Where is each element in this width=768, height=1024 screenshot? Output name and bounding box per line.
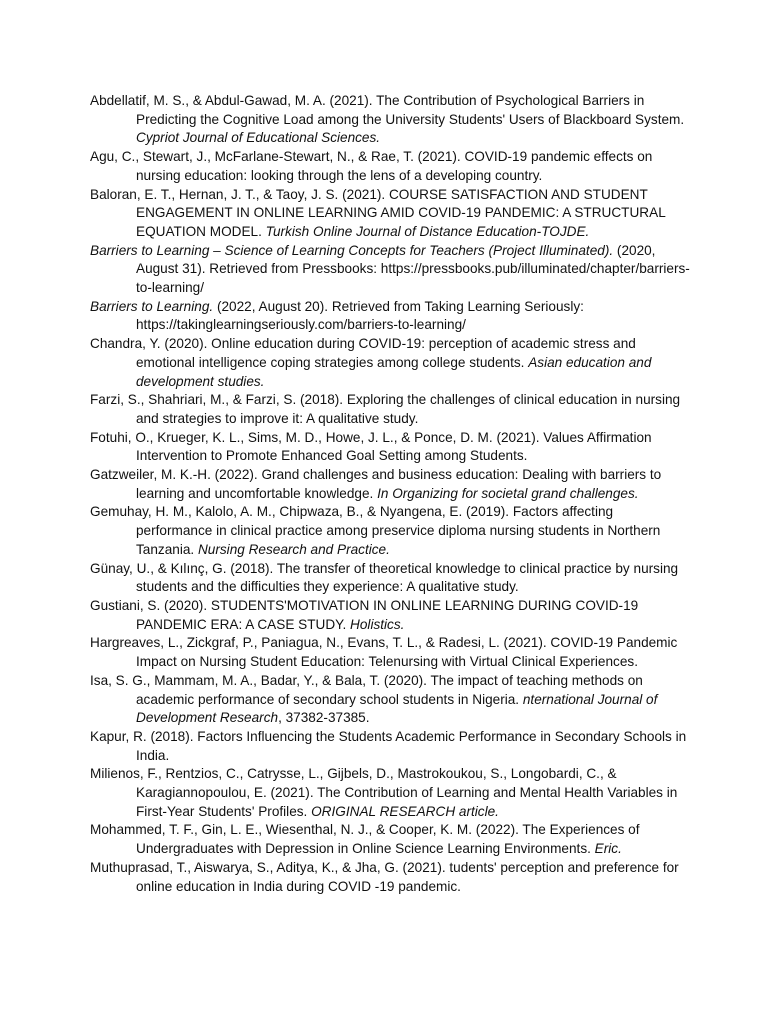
reference-entry: [90, 728, 690, 765]
reference-entry: [90, 597, 690, 634]
reference-text: Hargreaves, L., Zickgraf, P., Paniagua, N., Evans, T. L., & Radesi, L. (2021). COVID-19 Pandemic Impact on Nursing Student Education: Telenursing with Virtual Clinical Experiences.: [90, 635, 682, 670]
reference-entry: [90, 298, 690, 335]
reference-list: [90, 92, 690, 896]
reference-italic-text: In Organizing for societal grand challenges.: [377, 485, 639, 501]
reference-entry: [90, 186, 690, 242]
reference-entry: [90, 821, 690, 858]
reference-italic-text: Holistics.: [350, 616, 405, 632]
reference-entry: [90, 391, 690, 428]
reference-entry: [90, 859, 690, 896]
reference-entry: [90, 503, 690, 559]
reference-text: , 37382-37385.: [278, 710, 370, 726]
reference-italic-text: Nursing Research and Practice.: [197, 541, 390, 557]
reference-entry: [90, 560, 690, 597]
reference-text: Farzi, S., Shahriari, M., & Farzi, S. (2018). Exploring the challenges of clinical education in nursing and strategies to improve it: A qualitative study.: [90, 392, 684, 426]
reference-text: Gustiani, S. (2020). STUDENTS'MOTIVATION IN ONLINE LEARNING DURING COVID-19 PANDEMIC ERA: A CASE STUDY.: [90, 597, 642, 632]
reference-entry: [90, 148, 690, 185]
reference-italic-text: Asian education and development studies.: [136, 354, 656, 389]
reference-entry: [90, 429, 690, 466]
reference-text: Chandra, Y. (2020). Online education during COVID-19: perception of academic stress and emotional intelligence coping strategies among college students.: [90, 336, 640, 370]
reference-text: Isa, S. G., Mammam, M. A., Badar, Y., & Bala, T. (2020). The impact of teaching methods on academic performance of secondary school students in Nigeria.: [90, 672, 647, 707]
reference-italic-text: Eric.: [594, 841, 622, 857]
reference-italic-text: nternational Journal of Development Research: [136, 691, 662, 726]
reference-text: Milienos, F., Rentzios, C., Catrysse, L., Gijbels, D., Mastrokoukou, S., Longobardi, C., & Karagiannopoulou, E. (2021). The Contribution of Learning and Mental Health Variables in First-Year Students' Profiles.: [90, 766, 682, 819]
reference-text: (2020, August 31). Retrieved from Pressbooks: https://pressbooks.pub/illuminated/chapter/barriers-to-learning/: [136, 242, 690, 296]
reference-entry: [90, 466, 690, 503]
reference-text: Baloran, E. T., Hernan, J. T., & Taoy, J. S. (2021). COURSE SATISFACTION AND STUDENT ENGAGEMENT IN ONLINE LEARNING AMID COVID-19 PANDEMIC: A STRUCTURAL EQUATION MODEL.: [90, 186, 670, 239]
reference-text: Gemuhay, H. M., Kalolo, A. M., Chipwaza, B., & Nyangena, E. (2019). Factors affecting performance in clinical practice among preservice diploma nursing students in Northern Tanzania.: [90, 504, 664, 557]
reference-text: Abdellatif, M. S., & Abdul-Gawad, M. A. (2021). The Contribution of Psychological Barriers in Predicting the Cognitive Load among the University Students' Users of Blackboard System.: [90, 93, 688, 127]
reference-entry: [90, 92, 690, 148]
reference-text: (2022, August 20). Retrieved from Taking Learning Seriously: https://takinglearningseriously.com/barriers-to-learning/: [136, 298, 588, 333]
reference-italic-text: Barriers to Learning – Science of Learning Concepts for Teachers (Project Illuminated).: [90, 242, 614, 258]
reference-entry: [90, 634, 690, 671]
reference-entry: [90, 242, 690, 298]
reference-italic-text: Cypriot Journal of Educational Sciences.: [136, 130, 381, 146]
reference-entry: [90, 335, 690, 391]
reference-text: Gatzweiler, M. K.-H. (2022). Grand challenges and business education: Dealing with barriers to learning and uncomfortable knowledge.: [90, 467, 666, 501]
reference-italic-text: Turkish Online Journal of Distance Education-TOJDE.: [265, 223, 590, 239]
reference-text: Kapur, R. (2018). Factors Influencing the Students Academic Performance in Secondary Schools in India.: [90, 728, 690, 763]
reference-entry: [90, 672, 690, 728]
reference-text: Agu, C., Stewart, J., McFarlane-Stewart, N., & Rae, T. (2021). COVID-19 pandemic effects on nursing education: looking through the lens of a developing country.: [90, 149, 657, 183]
reference-text: Fotuhi, O., Krueger, K. L., Sims, M. D., Howe, J. L., & Ponce, D. M. (2021). Values Affirmation Intervention to Promote Enhanced Goal Setting among Students.: [90, 429, 656, 464]
reference-text: Günay, U., & Kılınç, G. (2018). The transfer of theoretical knowledge to clinical practice by nursing students and the difficulties they experience: A qualitative study.: [90, 560, 682, 595]
reference-italic-text: Barriers to Learning.: [90, 298, 214, 314]
reference-text: Muthuprasad, T., Aiswarya, S., Aditya, K., & Jha, G. (2021). tudents' perception and preference for online education in India during COVID -19 pandemic.: [90, 859, 683, 894]
reference-text: Mohammed, T. F., Gin, L. E., Wiesenthal, N. J., & Cooper, K. M. (2022). The Experiences of Undergraduates with Depression in Online Science Learning Environments.: [90, 822, 644, 857]
reference-entry: [90, 765, 690, 821]
reference-italic-text: ORIGINAL RESEARCH article.: [311, 803, 499, 819]
